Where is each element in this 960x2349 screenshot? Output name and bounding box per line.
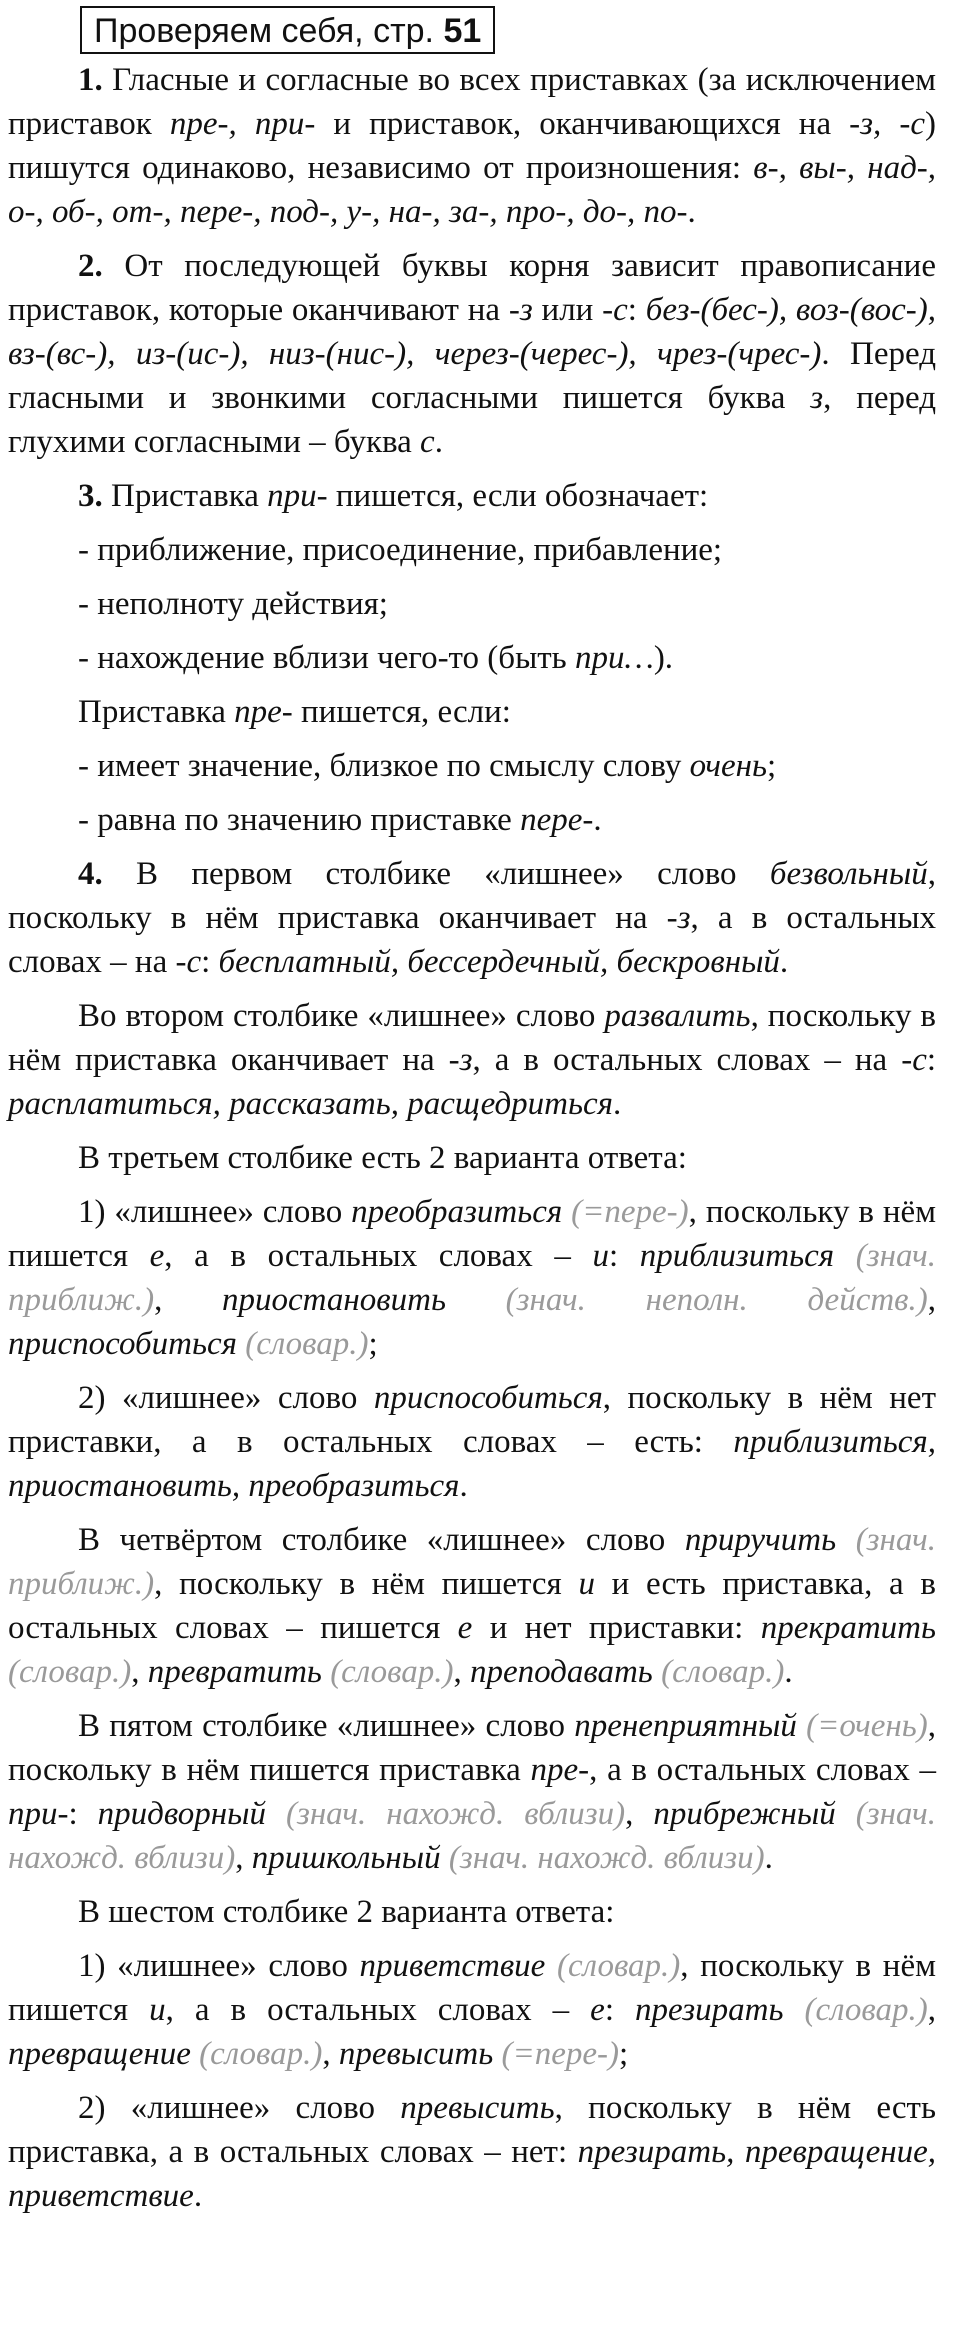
paragraph-12 [8, 1944, 936, 2076]
text: - имеет значение, близкое по смыслу слову [78, 748, 690, 784]
item-number: 2. [78, 248, 103, 284]
paragraph-3 [8, 474, 936, 518]
grey-note: (знач. приближ.) [8, 1238, 936, 1318]
text: , [154, 1282, 223, 1318]
text: Приставка [78, 694, 235, 730]
grey-note: (словар.) [783, 1992, 928, 2028]
italic-text: приспособиться [373, 1380, 603, 1416]
text: - нахождение вблизи чего-то (быть [78, 640, 575, 676]
italic-text: пре- [530, 1752, 590, 1788]
text: 1) «лишнее» слово [78, 1194, 352, 1230]
header-title: Проверяем себя, стр. [94, 12, 444, 50]
grey-note: (словар.) [8, 1654, 132, 1690]
text: и есть приставка, а в остальных словах – пишется [8, 1566, 936, 1646]
italic-text: преподавать [469, 1654, 653, 1690]
italic-text: превысить [338, 2036, 494, 2072]
text: . [779, 944, 789, 980]
italic-text: прекратить [760, 1610, 936, 1646]
grey-note: (=очень) [796, 1708, 928, 1744]
text: В четвёртом столбике «лишнее» слово [78, 1522, 685, 1558]
grey-note: (знач. приближ.) [8, 1522, 936, 1602]
grey-note: (знач. нахожд. вблизи) [265, 1796, 626, 1832]
text: . [687, 194, 696, 230]
paragraph-pre [8, 690, 936, 734]
italic-text: -с [175, 944, 202, 980]
text: , поскольку в нём нет приставки, а в остальных словах – есть: [8, 1380, 936, 1460]
grey-note: (знач. неполн. действ.) [445, 1282, 928, 1318]
text: , поскольку в нём приставка оканчивает на [8, 998, 937, 1078]
dash-item [8, 744, 936, 788]
text: или [532, 292, 603, 328]
grey-note: (словар.) [321, 1654, 454, 1690]
italic-text: превратить [147, 1654, 322, 1690]
italic-text: приветствие [359, 1948, 546, 1984]
text: пишется, если: [292, 694, 511, 730]
italic-text: презирать, превращение, приветствие [8, 2134, 936, 2214]
text: . [612, 1086, 622, 1122]
grey-note: (=пере-) [493, 2036, 620, 2072]
italic-text: пренеприятный [574, 1708, 797, 1744]
italic-text: -з [508, 292, 533, 328]
italic-text: и [578, 1566, 595, 1602]
paragraph-10 [8, 1704, 936, 1880]
grey-note: (словар.) [190, 2036, 323, 2072]
text: . [434, 424, 443, 460]
italic-text: приостановить [222, 1282, 446, 1318]
italic-text: расплатиться, рассказать, расщедриться [8, 1086, 613, 1122]
text: . [764, 1840, 773, 1876]
text: : [926, 1042, 937, 1078]
grey-note: (словар.) [236, 1326, 369, 1362]
text: . [593, 802, 602, 838]
italic-text: е [457, 1610, 473, 1646]
text: 2) «лишнее» слово [78, 1380, 374, 1416]
italic-text: бесплатный, бессердечный, бескровный [218, 944, 780, 980]
italic-text: е [149, 1238, 165, 1274]
item-number: 4. [78, 856, 103, 892]
text: , поскольку в нём пишется приставка [8, 1708, 936, 1788]
italic-text: при- [8, 1796, 69, 1832]
text: , [927, 1992, 937, 2028]
italic-text: -с [602, 292, 628, 328]
text: Во втором столбике «лишнее» слово [78, 998, 605, 1034]
italic-text: -з [666, 900, 691, 936]
italic-text: в-, вы-, над-, о-, об-, от-, пере-, под-, у-, на-, за-, про-, до-, по- [8, 150, 937, 230]
italic-text: придворный [97, 1796, 266, 1832]
italic-text: пере- [520, 802, 594, 838]
italic-text: без-(бес-), воз-(вос-), вз-(вс-), из-(ис-), низ-(нис-), через-(черес-), чрез-(чрес-) [8, 292, 937, 372]
text: , [131, 1654, 148, 1690]
text: В первом столбике «лишнее» слово [102, 856, 770, 892]
italic-text: при- [267, 478, 328, 514]
italic-text: -з [448, 1042, 473, 1078]
dash-item: - неполноту действия; [78, 586, 388, 622]
text: : [627, 292, 646, 328]
text: : [68, 1796, 98, 1832]
text: В пятом столбике «лишнее» слово [78, 1708, 575, 1744]
text: , поскольку в нём пишется [154, 1566, 579, 1602]
grey-note: (=пере-) [562, 1194, 689, 1230]
text: , [322, 2036, 339, 2072]
italic-text: и [149, 1992, 166, 2028]
paragraph-13 [8, 2086, 936, 2218]
text: и нет приставки: [472, 1610, 761, 1646]
dash-item: - приближение, присоединение, прибавление; [78, 532, 723, 568]
dash-item [8, 798, 936, 842]
text: , поскольку в нём есть приставка, а в остальных словах – нет: [8, 2090, 936, 2170]
text: , поскольку в нём пишется [8, 1948, 937, 2028]
italic-text: при… [574, 640, 654, 676]
text: и приставок, оканчивающихся на [315, 106, 850, 142]
paragraph-1 [8, 58, 936, 234]
text: : [201, 944, 219, 980]
grey-note: (словар.) [652, 1654, 785, 1690]
italic-text: развалить [604, 998, 751, 1034]
text: ; [368, 1326, 378, 1362]
italic-text: пре-, при- [169, 106, 316, 142]
text: Гласные и согласные во всех приставках (за исключением приставок [8, 62, 936, 142]
italic-text: е [590, 1992, 605, 2028]
item-number: 1. [78, 62, 103, 98]
italic-text: приблизиться, приостановить, преобразиться [8, 1424, 936, 1504]
italic-text: пришкольный [251, 1840, 441, 1876]
text: , а в остальных словах – на [472, 1042, 902, 1078]
paragraph-9 [8, 1518, 936, 1694]
italic-text: -с [901, 1042, 927, 1078]
text: Приставка [102, 478, 268, 514]
grey-note: (знач. нахожд. вблизи) [440, 1840, 765, 1876]
text: , а в остальных словах – [165, 1992, 591, 2028]
italic-text: -з, -с [849, 106, 925, 142]
text: , а в остальных словах – [589, 1752, 936, 1788]
grey-note: (знач. нахожд. вблизи) [8, 1796, 936, 1876]
paragraph-4 [8, 852, 936, 984]
italic-text: приручить [684, 1522, 837, 1558]
text: ; [619, 2036, 629, 2072]
italic-text: безвольный [769, 856, 928, 892]
paragraph-11: В шестом столбике 2 варианта ответа: [78, 1894, 615, 1930]
text: ). [653, 640, 674, 676]
text: , [625, 1796, 654, 1832]
grey-note: (словар.) [545, 1948, 681, 1984]
header-page-number: 51 [443, 12, 482, 50]
text: , поскольку в нём пишется [8, 1194, 937, 1274]
text: ; [767, 748, 777, 784]
text: , [453, 1654, 470, 1690]
text: , [927, 1282, 936, 1318]
text: , поскольку в нём приставка оканчивает на [8, 856, 936, 936]
paragraph-2 [8, 244, 936, 464]
italic-text: пре- [234, 694, 293, 730]
text: От последующей буквы корня зависит правописание приставок, которые оканчивают на [8, 248, 936, 328]
italic-text: очень [689, 748, 768, 784]
paragraph-5 [8, 994, 936, 1126]
text: , перед глухими согласными – буква [8, 380, 936, 460]
text: 1) «лишнее» слово [78, 1948, 360, 1984]
paragraph-7 [8, 1190, 936, 1366]
text: пишется, если обозначает: [327, 478, 709, 514]
italic-text: прибрежный [653, 1796, 836, 1832]
dash-item [8, 636, 936, 680]
text: , а в остальных словах – [164, 1238, 593, 1274]
italic-text: преобразиться [351, 1194, 563, 1230]
italic-text: и [592, 1238, 609, 1274]
italic-text: превысить [400, 2090, 555, 2126]
text: , [235, 1840, 252, 1876]
text: . [193, 2178, 203, 2214]
text: ) пишутся одинаково, независимо от произношения: [8, 106, 936, 186]
text: - равна по значению приставке [78, 802, 521, 838]
paragraph-8 [8, 1376, 936, 1508]
item-number: 3. [78, 478, 103, 514]
text: , а в остальных словах – на [8, 900, 937, 980]
paragraph-6: В третьем столбике есть 2 варианта ответа: [78, 1140, 687, 1176]
italic-text: з [810, 380, 824, 416]
text: . [784, 1654, 793, 1690]
text: : [604, 1992, 636, 2028]
text: 2) «лишнее» слово [78, 2090, 401, 2126]
text: : [608, 1238, 640, 1274]
italic-text: превращение [8, 2036, 191, 2072]
text: . [459, 1468, 468, 1504]
text: . Перед гласными и звонкими согласными пишется буква [8, 336, 936, 416]
italic-text: презирать [635, 1992, 784, 2028]
page-header [80, 6, 495, 54]
italic-text: приспособиться [8, 1326, 237, 1362]
italic-text: с [420, 424, 435, 460]
italic-text: приблизиться [639, 1238, 835, 1274]
